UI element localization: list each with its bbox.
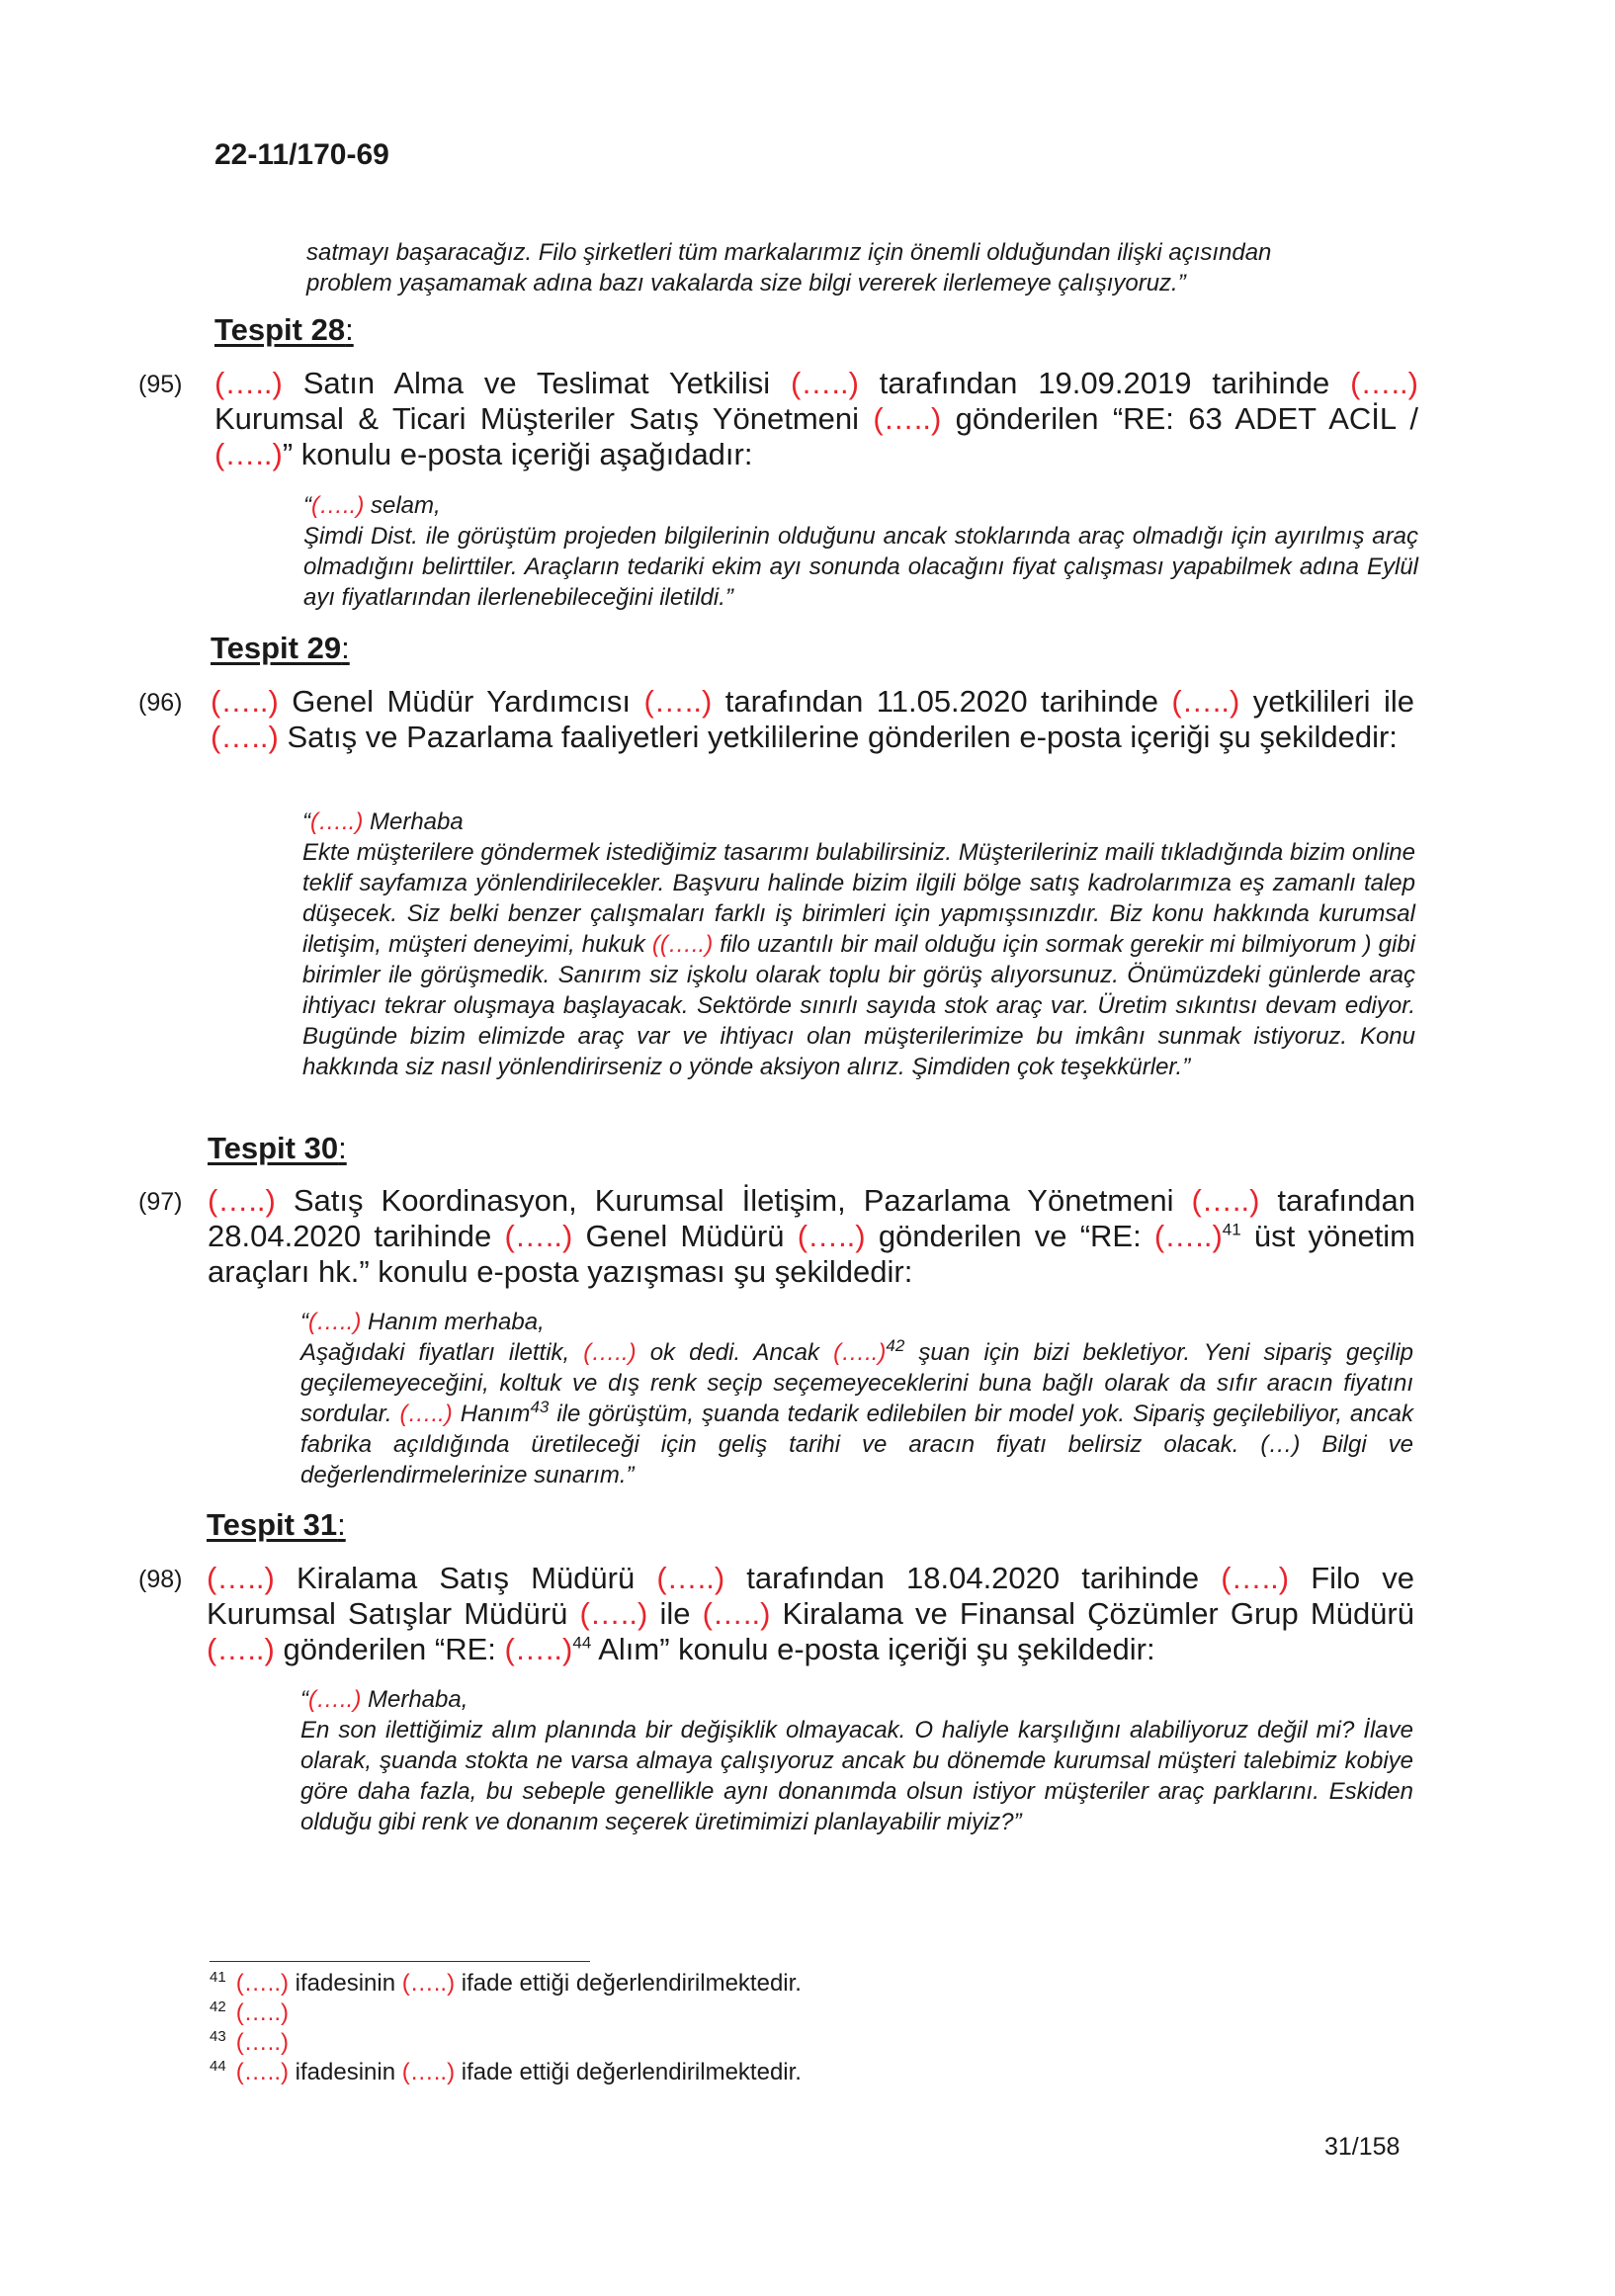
text-run: filo uzantılı bir mail olduğu için sormak gerekir mi bilmiyorum ) gibi birimler ile görüşmedik. Sanırım siz işkolu olarak toplu bir görüş alıyorsunuz. Önümüzdeki günlerde araç ihtiyacı tekrar oluşmaya başlayacak. Sektörde sınırlı sayıda stok araç var. Üretim sıkıntısı devam ediyor. Bugünde bizim elimizde araç var ve ihtiyacı olan müşterilerimize bu imkânı sunmak istiyoruz. Konu hakkında siz nasıl yönlendirirseniz o yönde aksiyon alırız. Şimdiden çok teşekkürler.” xyxy=(302,931,1415,1080)
text-run: Hanım merhaba, xyxy=(361,1309,545,1335)
paragraph xyxy=(207,1561,1414,1667)
redacted-text: (…..) xyxy=(211,684,279,719)
text-run: “ xyxy=(302,808,310,835)
text-run: Satış Koordinasyon, Kurumsal İletişim, Pazarlama Yönetmeni xyxy=(275,1183,1192,1218)
redacted-text: (…..) xyxy=(643,684,713,719)
text-run: tarafından 18.04.2020 tarihinde xyxy=(724,1561,1222,1595)
footnote-number: 41 xyxy=(210,1969,226,1986)
redacted-text: (…..) xyxy=(797,1219,866,1253)
top-quote-line: problem yaşamamak adına bazı vakalarda size bilgi vererek ilerlemeye çalışıyoruz.” xyxy=(306,270,1186,297)
text-run: Filo ve Kurumsal Satışlar Müdürü xyxy=(207,1561,1415,1631)
text-run: tarafından 28.04.2020 tarihinde xyxy=(208,1183,1415,1253)
footnote-number: 42 xyxy=(210,1998,226,2015)
redacted-text: (…..) xyxy=(1350,366,1418,400)
redacted-text: (…..) xyxy=(308,1686,362,1713)
text-run: Aşağıdaki fiyatları ilettik, xyxy=(300,1339,584,1366)
quote-paragraph xyxy=(303,490,1418,521)
text-run: ok dedi. Ancak xyxy=(636,1339,834,1366)
text-run: şuan için bizi bekletiyor. Yeni sipariş geçilip geçilemeyeceğini, koltuk ve dış renk seçip seçemeyeceklerini buna bağlı olarak da sıfır aracın fiyatını sordular. xyxy=(300,1339,1414,1427)
redacted-text: (…..) xyxy=(583,1339,637,1366)
text-run: üst yönetim araçları hk.” konulu e-posta yazışması şu şekildedir: xyxy=(208,1219,1416,1289)
text-run: Kiralama ve Finansal Çözümler Grup Müdürü xyxy=(770,1596,1414,1631)
redacted-text: (…..) xyxy=(310,808,364,835)
footnote xyxy=(210,1969,1198,1998)
quote-paragraph xyxy=(303,521,1418,613)
section-heading: Tespit 28: xyxy=(214,312,354,347)
redacted-text: (…..) xyxy=(401,2059,456,2085)
text-run: Kurumsal & Ticari Müşteriler Satış Yönetmeni xyxy=(214,401,874,436)
footnote-ref: 42 xyxy=(886,1336,905,1355)
section-heading: Tespit 29: xyxy=(211,631,350,665)
text-run: ifadesinin xyxy=(289,2059,402,2085)
text-run: ” konulu e-posta içeriği aşağıdadır: xyxy=(282,437,753,471)
quote-paragraph xyxy=(300,1337,1413,1490)
text-run: tarafından 19.09.2019 tarihinde xyxy=(858,366,1351,400)
footnote-ref: 44 xyxy=(572,1633,592,1653)
redacted-text: (…..) xyxy=(214,437,283,471)
redacted-text: (…..) xyxy=(399,1401,453,1427)
email-quote xyxy=(302,807,1415,1082)
redacted-text: (…..) xyxy=(656,1561,725,1595)
email-quote xyxy=(303,490,1418,613)
redacted-text: (…..) xyxy=(791,366,859,400)
top-quote xyxy=(306,237,1417,298)
text-run: yetkilileri ile xyxy=(1239,684,1414,719)
paragraph-number: (97) xyxy=(138,1188,183,1216)
quote-paragraph xyxy=(300,1307,1413,1337)
footnote-number: 44 xyxy=(210,2058,226,2075)
footnote-ref: 41 xyxy=(1222,1220,1241,1239)
redacted-text: (…..) xyxy=(579,1596,648,1631)
top-quote-line: satmayı başaracağız. Filo şirketleri tüm markalarımız için önemli olduğundan ilişki açısından xyxy=(306,239,1272,266)
paragraph-number: (95) xyxy=(138,371,183,398)
text-run: Ekte müşterilere göndermek istediğimiz tasarımı bulabilirsiniz. Müşterileriniz maili tıkladığında bizim online teklif sayfamıza yönlendirilecekler. Başvuru halinde bizim ilgili bölge satış kadrolarımıza eş zamanlı talep düşecek. Siz belki benzer çalışmaları farklı iş birimleri için yapmışsınızdır. Biz konu hakkında kurumsal iletişim, müşteri deneyimi, hukuk xyxy=(302,839,1415,958)
text-run: En son ilettiğimiz alım planında bir değişiklik olmayacak. O haliyle karşılığını alabiliyoruz değil mi? İlave olarak, şuanda stokta ne varsa almaya çalışıyoruz ancak bu dönemde kurumsal müşteri talebimiz kobiye göre daha fazla, bu sebeple genellikle aynı donanımda olsun istiyor müşteriler araç parklarını. Eskiden olduğu gibi renk ve donanım seçerek üretimimizi planlayabilir miyiz?” xyxy=(300,1717,1413,1835)
redacted-text: (…..) xyxy=(214,366,283,400)
text-run: “ xyxy=(303,492,311,519)
redacted-text: (…..) xyxy=(1171,684,1240,719)
redacted-text: (…..) xyxy=(311,492,365,519)
text-run: gönderilen ve “RE: xyxy=(865,1219,1154,1253)
redacted-text: (…..) xyxy=(702,1596,771,1631)
paragraph xyxy=(211,684,1414,755)
quote-paragraph xyxy=(300,1715,1413,1837)
text-run: Genel Müdürü xyxy=(572,1219,798,1253)
text-run: ile görüştüm, şuanda tedarik edilebilen bir model yok. Sipariş geçilebiliyor, ancak fabrika açıldığında üretileceği için geliş tarihi ve aracın fiyatı belirsiz olacak. (…) Bilgi ve değerlendirmelerinize sunarım.” xyxy=(300,1401,1414,1488)
text-run: Şimdi Dist. ile görüştüm projeden bilgilerinin olduğunu ancak stoklarında araç olmadığı için ayırılmış araç olmadığını belirttiler. Araçların tedariki ekim ayı sonunda olacağını fiyat çalışması yapabilmek adına Eylül ayı fiyatlarından ilerlenebileceğini iletildi.” xyxy=(303,523,1418,611)
text-run: selam, xyxy=(364,492,441,519)
redacted-text: (…..) xyxy=(504,1219,573,1253)
redacted-text: (…..) xyxy=(235,2029,290,2056)
text-run: “ xyxy=(300,1686,308,1713)
text-run: gönderilen “RE: 63 ADET ACİL / xyxy=(941,401,1418,436)
text-run: tarafından 11.05.2020 tarihinde xyxy=(712,684,1172,719)
footnote xyxy=(210,2058,1198,2087)
paragraph xyxy=(208,1183,1415,1290)
paragraph-number: (98) xyxy=(138,1566,183,1593)
redacted-text: (…..) xyxy=(235,1970,290,1997)
page-number: 31/158 xyxy=(1324,2133,1401,2161)
footnote-separator xyxy=(210,1961,590,1962)
redacted-text: (…..) xyxy=(401,1970,456,1997)
text-run: Satış ve Pazarlama faaliyetleri yetkililerine gönderilen e-posta içeriği şu şekildedir: xyxy=(278,720,1398,754)
redacted-text: (…..) xyxy=(211,720,279,754)
redacted-text: (…..) xyxy=(308,1309,362,1335)
paragraph xyxy=(214,366,1418,472)
footnotes xyxy=(210,1969,1198,2087)
email-quote xyxy=(300,1684,1413,1837)
text-run: Kiralama Satış Müdürü xyxy=(274,1561,657,1595)
redacted-text: (…..) xyxy=(1153,1219,1223,1253)
footnote xyxy=(210,1998,1198,2028)
quote-paragraph xyxy=(302,807,1415,837)
text-run: Genel Müdür Yardımcısı xyxy=(278,684,644,719)
redacted-text: (…..) xyxy=(873,401,942,436)
text-run: Hanım xyxy=(452,1401,531,1427)
quote-paragraph xyxy=(300,1684,1413,1715)
text-run: Merhaba xyxy=(363,808,464,835)
redacted-text: (…..) xyxy=(208,1183,276,1218)
text-run: ifadesinin xyxy=(289,1970,402,1997)
redacted-text: ((…..) xyxy=(651,931,714,958)
redacted-text: (…..) xyxy=(207,1561,275,1595)
redacted-text: (…..) xyxy=(833,1339,887,1366)
document-id: 22-11/170-69 xyxy=(214,138,389,171)
text-run: ifade ettiği değerlendirilmektedir. xyxy=(455,1970,802,1997)
footnote-ref: 43 xyxy=(530,1398,550,1416)
redacted-text: (…..) xyxy=(207,1632,275,1666)
quote-paragraph xyxy=(302,837,1415,1082)
section-heading: Tespit 30: xyxy=(208,1131,347,1165)
email-quote xyxy=(300,1307,1413,1490)
text-run: Alım” konulu e-posta içeriği şu şekildedir: xyxy=(591,1632,1155,1666)
redacted-text: (…..) xyxy=(1191,1183,1260,1218)
redacted-text: (…..) xyxy=(235,1999,290,2026)
text-run: Satın Alma ve Teslimat Yetkilisi xyxy=(282,366,792,400)
text-run: ifade ettiği değerlendirilmektedir. xyxy=(455,2059,802,2085)
paragraph-number: (96) xyxy=(138,689,183,717)
section-heading: Tespit 31: xyxy=(207,1507,346,1542)
text-run: “ xyxy=(300,1309,308,1335)
text-run: ile xyxy=(647,1596,703,1631)
footnote xyxy=(210,2028,1198,2058)
redacted-text: (…..) xyxy=(1221,1561,1290,1595)
footnote-number: 43 xyxy=(210,2028,226,2045)
redacted-text: (…..) xyxy=(504,1632,573,1666)
text-run: Merhaba, xyxy=(361,1686,468,1713)
redacted-text: (…..) xyxy=(235,2059,290,2085)
text-run: gönderilen “RE: xyxy=(274,1632,505,1666)
